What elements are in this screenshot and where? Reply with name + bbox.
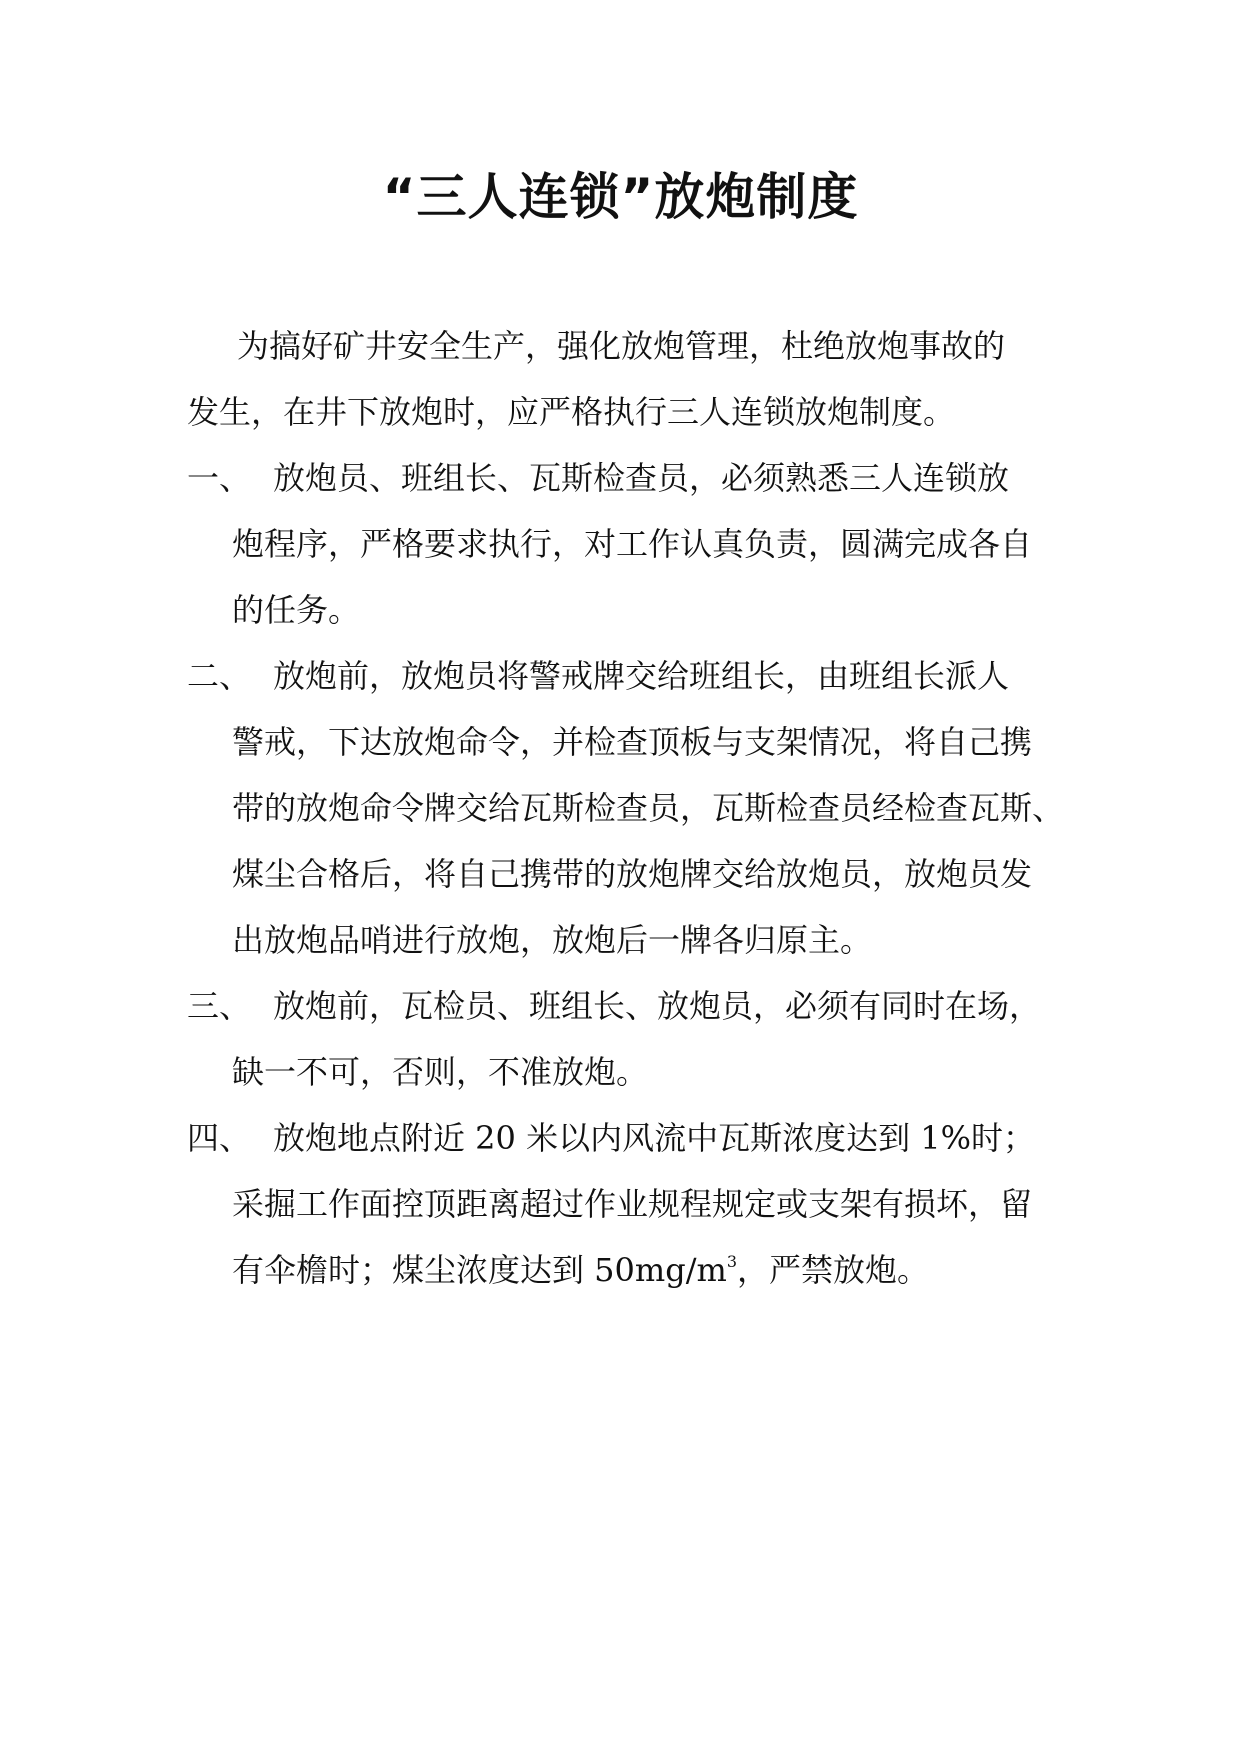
list-item-number: 二、: [187, 657, 252, 695]
list-item-line: 放炮前，瓦检员、班组长、放炮员，必须有同时在场，: [273, 987, 1042, 1025]
list-item-line-last: [187, 1237, 1067, 1303]
list-item-line: 放炮前，放炮员将警戒牌交给班组长，由班组长派人: [273, 657, 1010, 695]
superscript-exponent: 3: [726, 1252, 738, 1271]
list-item-3: [187, 973, 1067, 1105]
list-item-line: 出放炮品哨进行放炮，放炮后一牌各归原主。: [232, 921, 873, 959]
list-item-line: 炮程序，严格要求执行，对工作认真负责，圆满完成各自: [232, 525, 1033, 563]
list-item-number: 四、: [187, 1119, 252, 1157]
list-item-line: 采掘工作面控顶距离超过作业规程规定或支架有损坏，留: [232, 1185, 1033, 1223]
document-body: [187, 313, 1067, 1303]
list-item-line: 警戒，下达放炮命令，并检查顶板与支架情况，将自己携: [232, 723, 1033, 761]
list-item-text: [232, 643, 1067, 973]
list-item-line: 放炮地点附近 20 米以内风流中瓦斯浓度达到 1%时；: [273, 1119, 1036, 1157]
list-item-line: 煤尘合格后，将自己携带的放炮牌交给放炮员，放炮员发: [232, 855, 1033, 893]
list-item-line: 缺一不可，否则，不准放炮。: [232, 1053, 649, 1091]
list-item-line-text: ，严禁放炮。: [737, 1251, 930, 1289]
list-item-text: [232, 445, 1067, 643]
list-item-number: 三、: [187, 987, 252, 1025]
intro-line-2: 发生，在井下放炮时，应严格执行三人连锁放炮制度。: [187, 393, 956, 431]
list-item-number: 一、: [187, 459, 252, 497]
list-item-2: [187, 643, 1067, 973]
document-title: “三人连锁”放炮制度: [382, 168, 859, 226]
intro-paragraph: [187, 313, 1067, 445]
intro-line-1: 为搞好矿井安全生产，强化放炮管理，杜绝放炮事故的: [237, 327, 1006, 365]
list-item-line: 放炮员、班组长、瓦斯检查员，必须熟悉三人连锁放: [273, 459, 1010, 497]
list-item-line-text: 有伞檐时；煤尘浓度达到 50mg/m: [232, 1251, 727, 1289]
list-item-text: [232, 973, 1067, 1105]
list-item-4: [187, 1105, 1067, 1303]
list-item-line: 的任务。: [232, 591, 361, 629]
list-item-text: [232, 1105, 1067, 1303]
list-item-1: [187, 445, 1067, 643]
list-item-line: 带的放炮命令牌交给瓦斯检查员，瓦斯检查员经检查瓦斯、: [232, 789, 1065, 827]
